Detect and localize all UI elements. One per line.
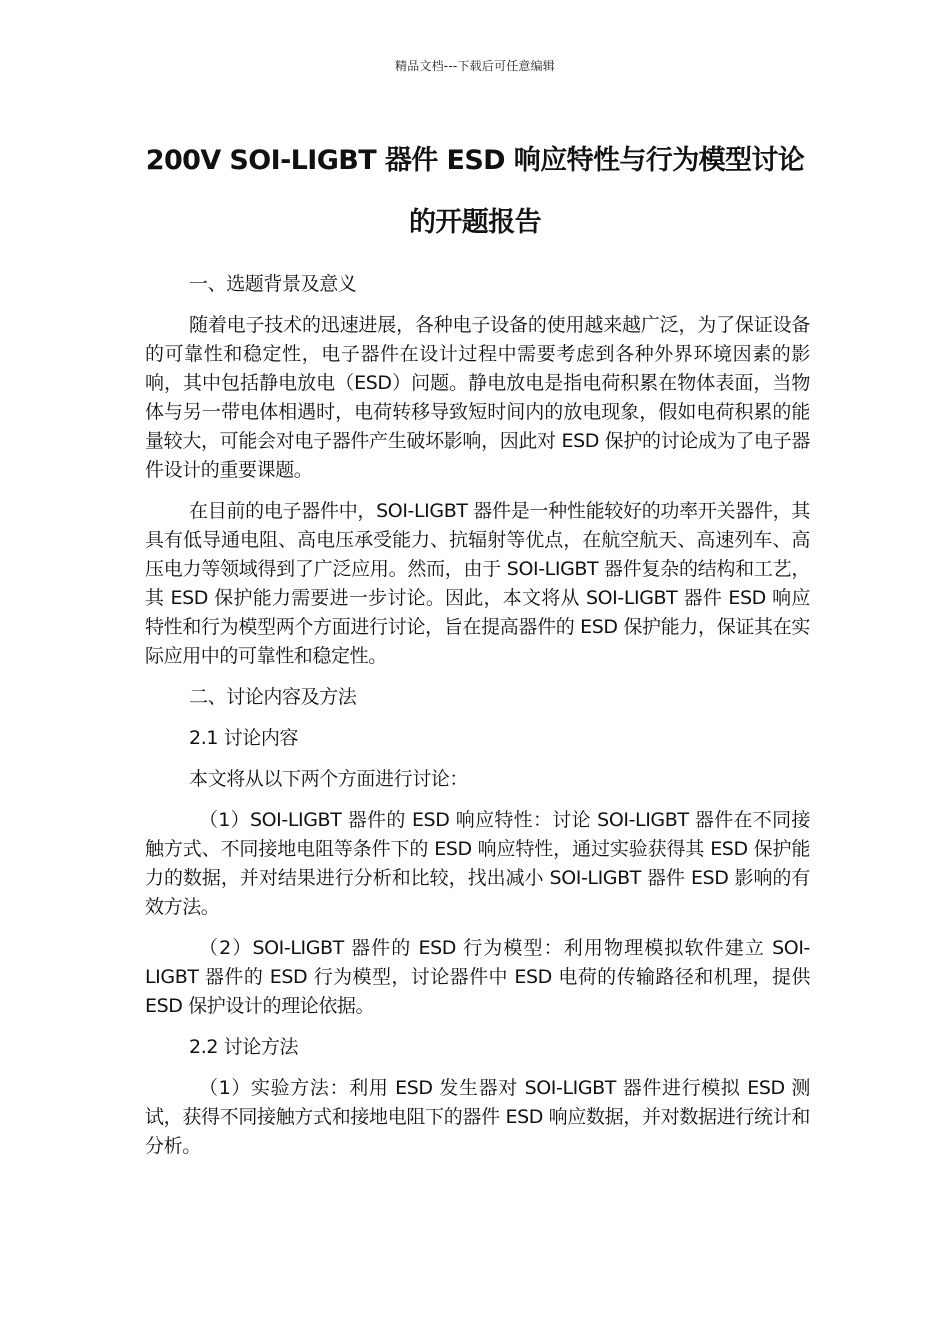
paragraph-intro-list: 本文将从以下两个方面进行讨论：: [189, 768, 469, 790]
header-note: 精品文档---下载后可任意编辑: [395, 59, 555, 73]
list-item-esd-model: （2）SOI-LIGBT 器件的 ESD 行为模型：利用物理模拟软件建立 SOI-LIGBT 器件的 ESD 行为模型，讨论器件中 ESD 电荷的传输路径和机理，提供 ESD 保护设计的理论依据。: [145, 937, 810, 1017]
list-item-esd-response: （1）SOI-LIGBT 器件的 ESD 响应特性：讨论 SOI-LIGBT 器件在不同接触方式、不同接地电阻等条件下的 ESD 响应特性，通过实验获得其 ESD 保护能力的数据，并对结果进行分析和比较，找出减小 SOI-LIGBT 器件 ESD 影响的有效方法。: [145, 809, 810, 918]
section-heading-content-methods: 二、讨论内容及方法: [189, 686, 357, 708]
paragraph-soi-ligbt: 在目前的电子器件中，SOI-LIGBT 器件是一种性能较好的功率开关器件，其具有低导通电阻、高电压承受能力、抗辐射等优点，在航空航天、高速列车、高压电力等领域得到了广泛应用。然而，由于 SOI-LIGBT 器件复杂的结构和工艺，其 ESD 保护能力需要进一步讨论。因此，本文将从 SOI-LIGBT 器件 ESD 响应特性和行为模型两个方面进行讨论，旨在提高器件的 ESD 保护能力，保证其在实际应用中的可靠性和稳定性。: [145, 500, 810, 667]
section-heading-background: 一、选题背景及意义: [189, 273, 357, 295]
paragraph-background: 随着电子技术的迅速进展，各种电子设备的使用越来越广泛，为了保证设备的可靠性和稳定性，电子器件在设计过程中需要考虑到各种外界环境因素的影响，其中包括静电放电（ESD）问题。静电放电是指电荷积累在物体表面，当物体与另一带电体相遇时，电荷转移导致短时间内的放电现象，假如电荷积累的能量较大，可能会对电子器件产生破坏影响，因此对 ESD 保护的讨论成为了电子器件设计的重要课题。: [145, 314, 810, 481]
document-title: 200V SOI-LIGBT 器件 ESD 响应特性与行为模型讨论的开题报告: [145, 145, 805, 238]
document-body: [145, 270, 810, 1173]
list-item-experiment-method: （1）实验方法：利用 ESD 发生器对 SOI-LIGBT 器件进行模拟 ESD 测试，获得不同接触方式和接地电阻下的器件 ESD 响应数据，并对数据进行统计和分析。: [145, 1077, 810, 1157]
subsection-heading-methods: 2.2 讨论方法: [189, 1036, 299, 1058]
subsection-heading-content: 2.1 讨论内容: [189, 727, 299, 749]
